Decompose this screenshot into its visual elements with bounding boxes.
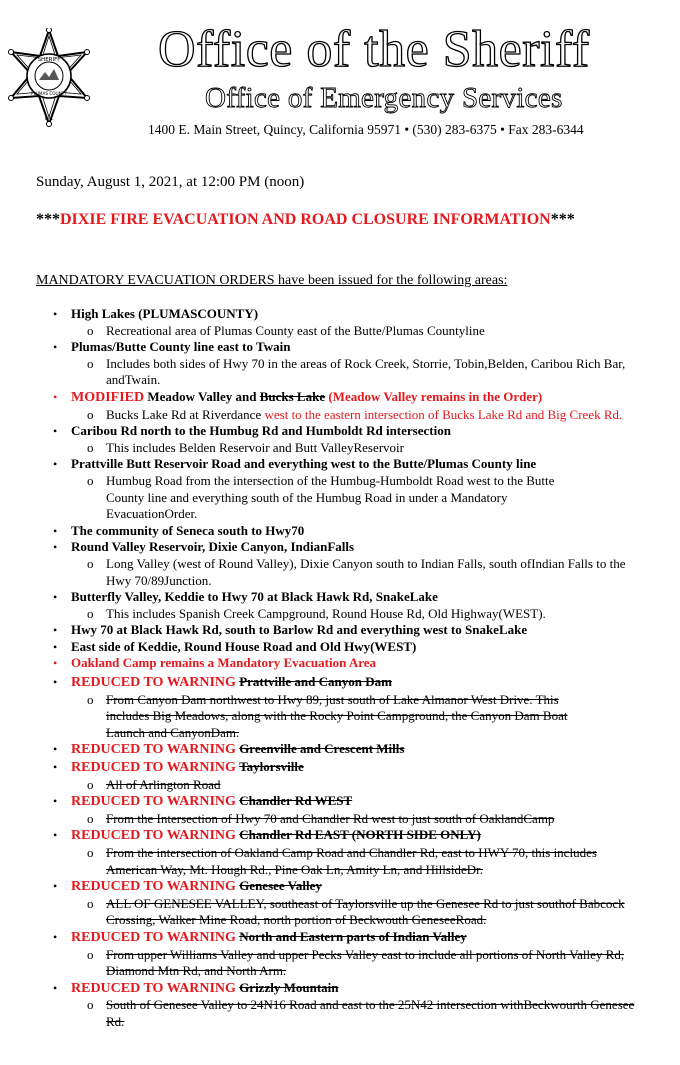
bullet-icon: • [53,389,58,404]
intro-text: MANDATORY EVACUATION ORDERS have been issued for the following areas: [36,273,508,288]
list-item [50,523,640,540]
item-title: The community of Seneca south to Hwy70 [71,522,305,538]
reduced-label: REDUCED TO WARNING [71,794,236,810]
item-title-struck: Taylorsville [239,759,304,775]
sub-bullet-icon: o [87,946,94,962]
sub-bullet-icon: o [87,845,94,860]
list-item [50,759,640,777]
item-title: Round Valley Reservoir, Dixie Canyon, IndianFalls [71,539,355,555]
sub-item [50,997,640,1030]
bullet-icon: • [53,424,58,439]
reduced-label: REDUCED TO WARNING [71,929,236,945]
sub-bullet-icon: o [87,322,94,338]
item-title-struck: Bucks Lake [259,388,326,404]
item-title: East side of Keddie, Round House Road and Old Hwy(WEST) [71,638,417,654]
bullet-icon: • [53,929,58,944]
sub-bullet-icon: o [87,355,94,371]
bullet-icon: • [53,590,58,605]
item-title-struck: Greenville and Crescent Mills [239,741,405,757]
sub-item-text: Long Valley (west of Round Valley), Dixie Canyon south to Indian Falls, south ofIndian Falls to the Hwy 70/89Junction. [106,555,626,588]
list-item [50,980,640,998]
sub-item [50,556,640,589]
sub-item-text: ALL OF GENESEE VALLEY, southeast of Taylorsville up the Genesee Rd to just southof Babcock Crossing, Walker Mine Road, north portion of Beckwouth GeneseeRoad. [106,895,625,928]
list-item [50,456,640,473]
modified-label: MODIFIED [71,389,145,405]
reduced-label: REDUCED TO WARNING [71,980,236,996]
bullet-icon: • [53,639,58,654]
sub-bullet-icon: o [87,776,94,792]
sub-bullet-icon: o [87,406,94,422]
sub-bullet-icon: o [87,472,94,488]
sub-item-text: From the intersection of Oakland Camp Road and Chandler Rd, east to HWY 70, this includes American Way, Mt. Hough Rd., Pine Oak Ln, Amity Ln, and HillsideDr. [106,845,597,877]
list-item [50,741,640,759]
sub-bullet-icon: o [87,997,94,1013]
office-title: Office of the Sheriff [158,21,590,78]
sub-item [50,896,640,929]
item-title-struck: Chandler Rd EAST (NORTH SIDE ONLY) [239,827,481,843]
item-title: Meadow Valley and [147,388,257,404]
bullet-icon: • [53,760,58,775]
evacuation-list [50,306,640,1031]
sub-item-text: This includes Spanish Creek Campground, Round House Rd, Old Highway(WEST). [106,605,546,621]
bullet-icon: • [53,523,58,538]
bullet-icon: • [53,540,58,555]
sub-item [50,440,640,457]
reduced-label: REDUCED TO WARNING [71,828,236,844]
sub-bullet-icon: o [87,810,94,826]
sub-item [50,356,640,389]
reduced-label: REDUCED TO WARNING [71,742,236,758]
bullet-icon: • [53,879,58,894]
item-title: Oakland Camp remains a Mandatory Evacuation Area [71,655,377,671]
list-item [50,423,640,440]
headline [36,211,575,229]
bullet-icon: • [53,828,58,843]
list-item [50,793,640,811]
list-item [50,878,640,896]
bullet-icon: • [53,457,58,472]
sub-item [50,606,640,623]
seal-text-cal: CAL [44,117,54,122]
item-title: High Lakes (PLUMASCOUNTY) [71,306,259,321]
bullet-icon: • [53,794,58,809]
bullet-icon: • [53,980,58,995]
sub-item [50,473,640,523]
seal-text-bottom: PLUMAS COUNTY [31,91,67,96]
sub-item-text: This includes Belden Reservoir and Butt ValleyReservoir [106,439,404,455]
list-item [50,929,640,947]
sub-item [50,407,640,424]
list-item [50,639,640,656]
sub-bullet-icon: o [87,895,94,911]
sub-bullet-icon: o [87,555,94,571]
office-subtitle: Office of Emergency Services [205,82,563,114]
sub-item-text: From Canyon Dam northwest to Hwy 89, just south of Lake Almanor West Drive. This includes Big Meadows, along with the Rocky Point Campground, the Canyon Dam Boat Launch and CanyonDam. [106,691,568,740]
item-title-struck: Chandler Rd WEST [239,793,353,809]
sub-item [50,947,640,980]
list-item [50,339,640,356]
reduced-label: REDUCED TO WARNING [71,879,236,895]
sub-item-text: South of Genesee Valley to 24N16 Road and east to the 25N42 intersection withBeckwourth Genesee Rd. [106,997,635,1029]
bullet-icon: • [53,340,58,355]
bullet-icon: • [53,742,58,757]
list-item [50,827,640,845]
item-title: Butterfly Valley, Keddie to Hwy 70 at Black Hawk Rd, SnakeLake [71,589,438,605]
item-title: Caribou Rd north to the Humbug Rd and Humboldt Rd intersection [71,423,451,439]
seal-text-top: SHERIFF [37,57,61,63]
date-line: Sunday, August 1, 2021, at 12:00 PM (noon) [36,174,305,190]
office-address: 1400 E. Main Street, Quincy, California 95971 • (530) 283-6375 • Fax 283-6344 [148,122,584,137]
reduced-label: REDUCED TO WARNING [71,760,236,776]
sub-item [50,777,640,794]
sub-item [50,811,640,828]
item-title-struck: Prattville and Canyon Dam [239,674,392,690]
item-title: Hwy 70 at Black Hawk Rd, south to Barlow Rd and everything west to SnakeLake [71,622,528,638]
sub-item-text: Recreational area of Plumas County east of the Butte/Plumas Countyline [106,322,485,338]
list-item [50,655,640,672]
sub-item-text: From the Intersection of Hwy 70 and Chandler Rd west to just south of OaklandCamp [106,810,555,826]
sub-item [50,692,640,742]
sub-item-text: From upper Williams Valley and upper Pecks Valley east to include all portions of North Valley Rd, Diamond Mtn Rd, and North Arm. [106,946,625,979]
item-title-struck: Genesee Valley [239,878,322,894]
headline-prefix: *** [36,211,60,228]
item-title-struck: North and Eastern parts of Indian Valley [239,928,467,944]
item-title-note: (Meadow Valley remains in the Order) [328,388,543,404]
sub-bullet-icon: o [87,691,94,707]
sub-item-text: Humbug Road from the intersection of the Humbug-Humboldt Road west to the Butte County line and everything south of the Humbug Road in under a Mandatory EvacuationOrder. [106,472,555,522]
item-title-struck: Grizzly Mountain [239,979,339,995]
letterhead [0,0,680,150]
item-title: Prattville Butt Reservoir Road and everything west to the Butte/Plumas County line [71,456,537,472]
reduced-label: REDUCED TO WARNING [71,675,236,691]
list-item [50,622,640,639]
list-item [50,674,640,692]
sub-item-text: Bucks Lake Rd at Riverdance [106,406,262,422]
bullet-icon: • [53,307,58,321]
sub-bullet-icon: o [87,605,94,621]
list-item [50,539,640,556]
bullet-icon: • [53,656,58,671]
sheriff-star-badge-icon [3,28,95,134]
bullet-icon: • [53,675,58,690]
headline-text: DIXIE FIRE EVACUATION AND ROAD CLOSURE INFORMATION [60,211,551,228]
sub-item-text-red: west to the eastern intersection of Bucks Lake Rd and Big Creek Rd. [264,406,623,422]
bullet-icon: • [53,623,58,638]
sub-item [50,323,640,340]
item-title: Plumas/Butte County line east to Twain [71,339,291,355]
sub-item-text: Includes both sides of Hwy 70 in the areas of Rock Creek, Storrie, Tobin,Belden, Caribou Rich Bar, andTwain. [106,355,626,388]
sub-bullet-icon: o [87,439,94,455]
sub-item [50,845,640,878]
list-item [50,306,640,323]
sub-item-text: All of Arlington Road [106,776,221,792]
list-item [50,589,640,606]
list-item [50,389,640,407]
headline-suffix: *** [550,211,575,228]
